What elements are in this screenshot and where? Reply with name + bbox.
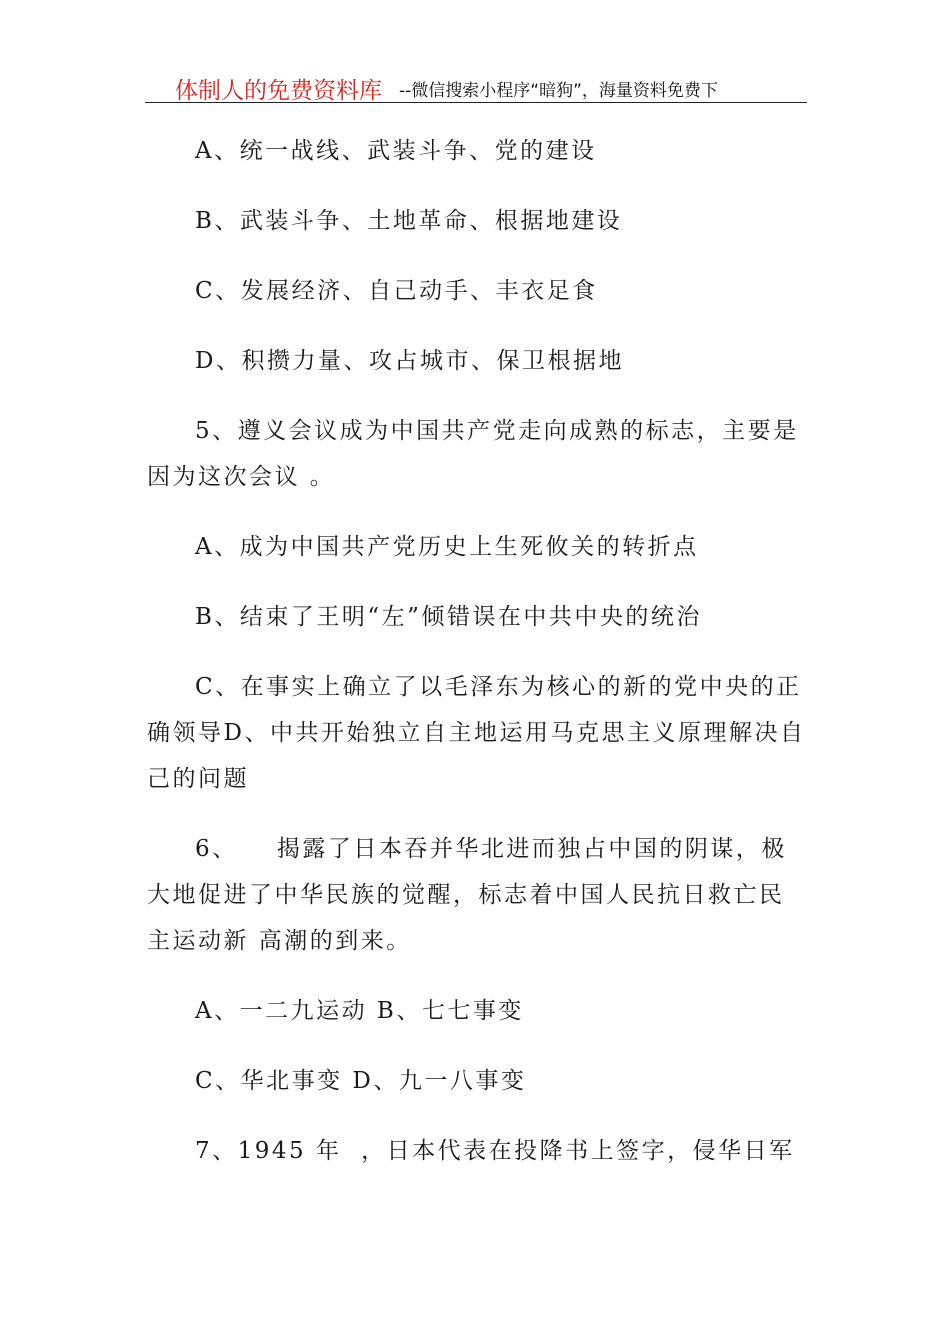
header-brand: 体制人的免费资料库 (175, 78, 382, 104)
document-body (147, 128, 809, 1198)
header-tagline: --微信搜索小程序“暗狗”，海量资料免费下 (399, 81, 718, 101)
option-c-q4: C、发展经济、自己动手、丰衣足食 (195, 278, 598, 304)
question-7: 7、1945 年 ，日本代表在投降书上签字，侵华日军 (195, 1138, 795, 1164)
question-6: 6、 揭露了日本吞并华北进而独占中国的阴谋，极大地促进了中华民族的觉醒，标志着中国人民抗日救亡民主运动新 高潮的到来。 (147, 836, 787, 954)
page-header (145, 72, 807, 103)
option-a-q5: A、成为中国共产党历史上生死攸关的转折点 (195, 534, 699, 560)
options-a-b-q6: A、一二九运动 B、七七事变 (195, 998, 524, 1024)
option-c-d-q5: C、在事实上确立了以毛泽东为核心的新的党中央的正确领导D、中共开始独立自主地运用马克思主义原理解决自己的问题 (147, 674, 806, 792)
question-5: 5、遵义会议成为中国共产党走向成熟的标志，主要是因为这次会议 。 (147, 418, 799, 490)
option-b-q5: B、结束了王明“左”倾错误在中共中央的统治 (195, 604, 702, 630)
option-d-q4: D、积攒力量、攻占城市、保卫根据地 (195, 348, 624, 374)
option-a-q4: A、统一战线、武装斗争、党的建设 (195, 138, 597, 164)
option-b-q4: B、武装斗争、土地革命、根据地建设 (195, 208, 623, 234)
options-c-d-q6: C、华北事变 D、九一八事变 (195, 1068, 527, 1094)
